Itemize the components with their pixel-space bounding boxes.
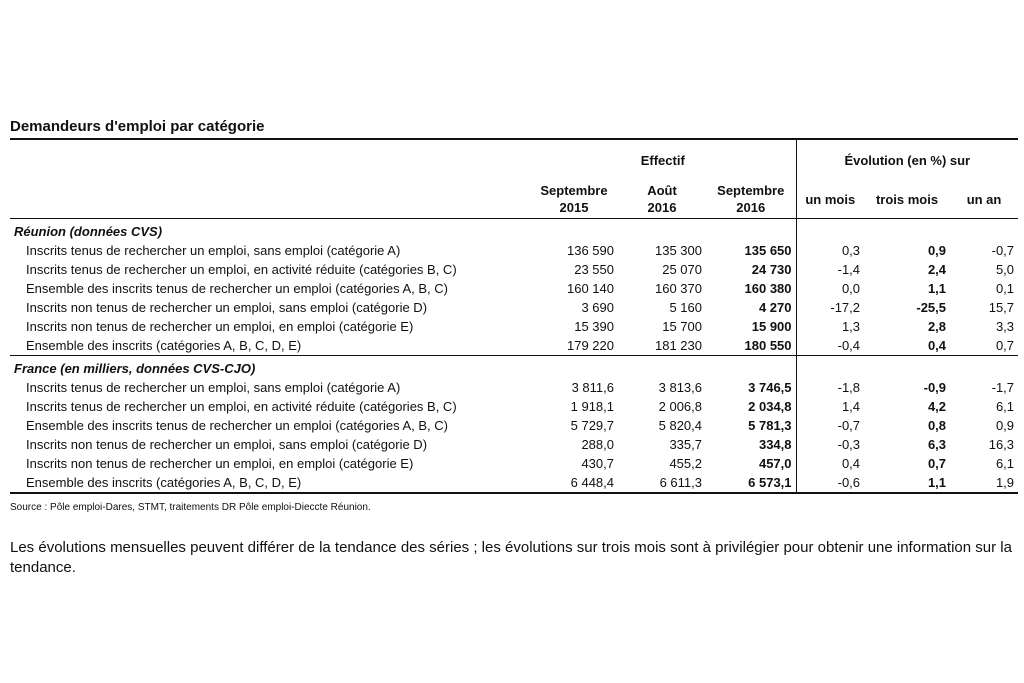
evolution-un-mois: 0,0 [796, 279, 864, 298]
evolution-un-mois: -0,6 [796, 473, 864, 493]
value-sep-2015: 3 690 [581, 300, 614, 315]
value-sep-2015: 5 729,7 [570, 418, 614, 433]
header-empty-2 [10, 180, 530, 219]
row-label: Inscrits non tenus de rechercher un emploi, en emploi (catégorie E) [26, 456, 414, 471]
section-title: France (en milliers, données CVS-CJO) [10, 356, 530, 379]
value-aug-2016: 5 820,4 [658, 418, 702, 433]
value-sep-2015: 179 220 [567, 338, 614, 353]
table-row [10, 298, 1018, 317]
value-sep-2016: 2 034,8 [748, 399, 792, 414]
section-spacer [618, 219, 706, 242]
value-sep-2015: 3 811,6 [571, 380, 614, 395]
evolution-trois-mois: 0,4 [927, 338, 947, 353]
value-aug-2016: 181 230 [655, 338, 702, 353]
section-header [10, 219, 1018, 242]
evolution-un-mois: 0,4 [796, 454, 864, 473]
value-aug-2016: 3 813,6 [658, 380, 702, 395]
value-sep-2016: 5 781,3 [748, 418, 792, 433]
evolution-trois-mois: 4,2 [927, 399, 947, 414]
value-aug-2016: 5 160 [669, 300, 702, 315]
row-label: Ensemble des inscrits tenus de rechercher un emploi (catégories A, B, C) [26, 418, 448, 433]
section-spacer [796, 219, 864, 242]
section-spacer [950, 219, 1018, 242]
evolution-trois-mois: 0,9 [927, 243, 947, 258]
row-label: Inscrits tenus de rechercher un emploi, en activité réduite (catégories B, C) [26, 262, 457, 277]
value-sep-2015: 288,0 [581, 437, 614, 452]
table-row [10, 454, 1018, 473]
header-row-columns [10, 180, 1018, 219]
section-spacer [864, 356, 950, 379]
evolution-trois-mois: 1,1 [864, 473, 950, 493]
evolution-un-an: 3,3 [995, 319, 1015, 334]
evolution-un-an: -0,7 [991, 243, 1015, 258]
value-sep-2016: 457,0 [758, 456, 792, 471]
value-aug-2016: 160 370 [655, 281, 702, 296]
row-label: Inscrits tenus de rechercher un emploi, sans emploi (catégorie A) [26, 243, 401, 258]
evolution-trois-mois: 1,1 [927, 281, 947, 296]
section-spacer [618, 356, 706, 379]
evolution-un-an: 6,1 [995, 399, 1015, 414]
row-label: Inscrits tenus de rechercher un emploi, en activité réduite (catégories B, C) [26, 399, 457, 414]
table-row [10, 279, 1018, 298]
row-label: Ensemble des inscrits tenus de rechercher un emploi (catégories A, B, C) [26, 281, 448, 296]
header-sep-2015: Septembre 2015 [530, 180, 618, 219]
value-sep-2015: 136 590 [567, 243, 614, 258]
evolution-un-an: 0,1 [995, 281, 1015, 296]
header-trois-mois: trois mois [864, 180, 950, 219]
row-label: Inscrits tenus de rechercher un emploi, sans emploi (catégorie A) [26, 380, 401, 395]
table-title: Demandeurs d'emploi par catégorie [10, 118, 265, 135]
value-aug-2016: 25 070 [662, 262, 702, 277]
value-sep-2015: 23 550 [574, 262, 614, 277]
section-spacer [796, 356, 864, 379]
header-empty [10, 139, 530, 180]
evolution-un-an: 15,7 [988, 300, 1015, 315]
value-sep-2016: 15 900 [751, 319, 792, 334]
evolution-un-mois: -0,7 [796, 416, 864, 435]
row-label: Inscrits non tenus de rechercher un emploi, sans emploi (catégorie D) [26, 300, 428, 315]
header-row-groups [10, 139, 1018, 180]
table-row [10, 260, 1018, 279]
source-note: Source : Pôle emploi-Dares, STMT, traitements DR Pôle emploi-Dieccte Réunion. [10, 502, 371, 513]
evolution-un-mois: -1,4 [796, 260, 864, 279]
value-aug-2016: 15 700 [662, 319, 702, 334]
table-row [10, 416, 1018, 435]
header-sep-2016: Septembre 2016 [706, 180, 796, 219]
value-sep-2016: 135 650 [744, 243, 792, 258]
value-sep-2016: 180 550 [744, 338, 792, 353]
row-label: Inscrits non tenus de rechercher un emploi, sans emploi (catégorie D) [26, 437, 428, 452]
value-sep-2015: 6 448,4 [530, 473, 618, 493]
value-sep-2016: 3 746,5 [748, 380, 792, 395]
value-sep-2015: 15 390 [574, 319, 614, 334]
evolution-trois-mois: -0,9 [923, 380, 947, 395]
header-aug-2016: Août 2016 [618, 180, 706, 219]
value-aug-2016: 455,2 [669, 456, 702, 471]
value-sep-2016: 6 573,1 [706, 473, 796, 493]
table-body [10, 219, 1018, 494]
evolution-un-mois: 0,3 [796, 241, 864, 260]
evolution-un-mois: -0,3 [796, 435, 864, 454]
table-row [10, 241, 1018, 260]
value-sep-2015: 160 140 [567, 281, 614, 296]
value-sep-2015: 430,7 [581, 456, 614, 471]
evolution-trois-mois: 2,8 [927, 319, 947, 334]
table-row [10, 435, 1018, 454]
evolution-trois-mois: 0,7 [927, 456, 947, 471]
evolution-un-an: 0,9 [995, 418, 1015, 433]
evolution-un-an: 0,7 [995, 338, 1015, 353]
value-aug-2016: 6 611,3 [618, 473, 706, 493]
section-spacer [706, 356, 796, 379]
evolution-un-an: 16,3 [988, 437, 1015, 452]
section-spacer [530, 356, 618, 379]
header-un-mois: un mois [796, 180, 864, 219]
footnote-text: Les évolutions mensuelles peuvent différer de la tendance des séries ; les évolutions sur trois mois sont à privilégier pour obtenir une information sur la tendance. [10, 539, 1012, 576]
evolution-trois-mois: -25,5 [916, 300, 947, 315]
table-row [10, 317, 1018, 336]
table-row [10, 378, 1018, 397]
value-sep-2016: 4 270 [758, 300, 792, 315]
evolution-un-an: -1,7 [991, 380, 1015, 395]
section-spacer [706, 219, 796, 242]
section-spacer [864, 219, 950, 242]
evolution-un-an: 1,9 [950, 473, 1018, 493]
value-aug-2016: 335,7 [669, 437, 702, 452]
job-seekers-table [10, 138, 1018, 494]
row-label: Inscrits non tenus de rechercher un emploi, en emploi (catégorie E) [26, 319, 414, 334]
value-sep-2016: 160 380 [744, 281, 792, 296]
section-spacer [950, 356, 1018, 379]
section-header [10, 356, 1018, 379]
row-label: Ensemble des inscrits (catégories A, B, C, D, E) [26, 338, 302, 353]
value-aug-2016: 135 300 [655, 243, 702, 258]
section-title: Réunion (données CVS) [14, 223, 163, 239]
header-evolution: Évolution (en %) sur [796, 139, 1018, 180]
evolution-un-mois: 1,4 [796, 397, 864, 416]
value-sep-2016: 334,8 [758, 437, 792, 452]
evolution-trois-mois: 6,3 [927, 437, 947, 452]
section-spacer [530, 219, 618, 242]
evolution-un-mois: 1,3 [796, 317, 864, 336]
value-sep-2015: 1 918,1 [570, 399, 614, 414]
table-row [10, 473, 1018, 493]
evolution-un-an: 6,1 [995, 456, 1015, 471]
data-table-container [10, 138, 1018, 494]
table-row [10, 336, 1018, 356]
evolution-un-mois: -17,2 [796, 298, 864, 317]
evolution-un-mois: -0,4 [796, 336, 864, 356]
evolution-un-an: 5,0 [995, 262, 1015, 277]
header-effectif: Effectif [530, 139, 796, 180]
evolution-trois-mois: 0,8 [927, 418, 947, 433]
header-un-an: un an [950, 180, 1018, 219]
evolution-trois-mois: 2,4 [927, 262, 947, 277]
value-sep-2016: 24 730 [751, 262, 792, 277]
table-row [10, 397, 1018, 416]
value-aug-2016: 2 006,8 [658, 399, 702, 414]
row-label: Ensemble des inscrits (catégories A, B, C, D, E) [10, 473, 530, 493]
evolution-un-mois: -1,8 [796, 378, 864, 397]
